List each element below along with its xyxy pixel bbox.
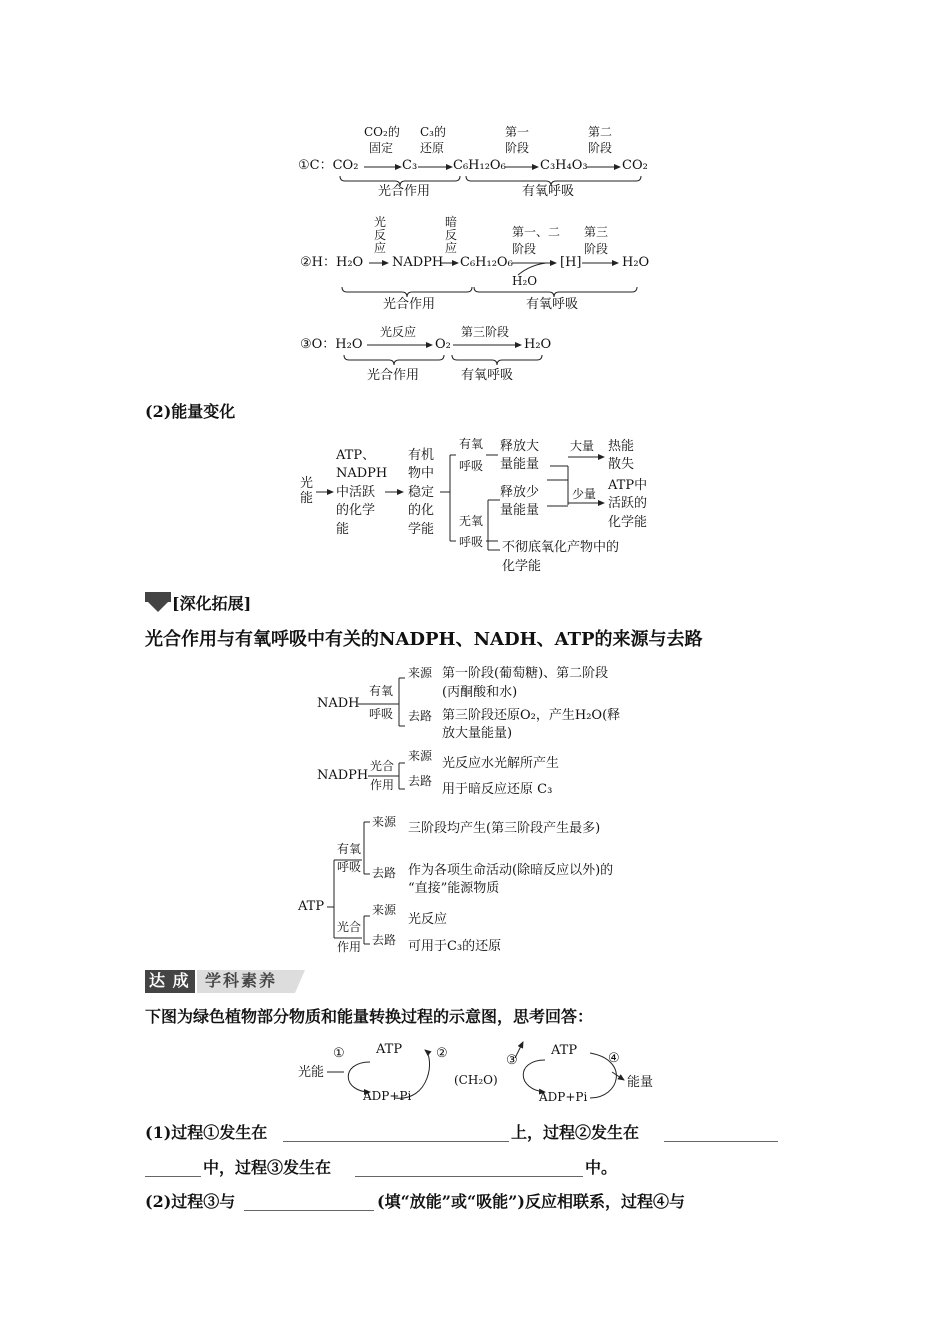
- h-row-label: ②H：H₂O: [300, 255, 364, 270]
- banner-b: 学科素养: [205, 971, 278, 990]
- q1-part-d: 中。: [585, 1158, 618, 1177]
- nadh-dest: 去路: [408, 709, 433, 723]
- o-arrow1: 光反应: [380, 325, 417, 339]
- o-end: H₂O: [524, 337, 552, 352]
- cycle-left-2: [523, 1060, 545, 1092]
- energy-organic-5: 学能: [408, 522, 435, 537]
- c-arrow1-top: CO₂的: [364, 125, 400, 139]
- c-arrow3-top: 第一: [505, 125, 530, 139]
- banner-a: 达 成: [149, 971, 190, 990]
- energy-organic-2: 物中: [408, 466, 435, 481]
- c-glucose: C₆H₁₂O₆: [453, 158, 506, 173]
- energy-small: 少量: [572, 487, 597, 501]
- energy-aerobic-1: 有氧: [459, 437, 484, 451]
- o-brace-resp: 有氧呼吸: [461, 368, 514, 383]
- o-arrow2: 第三阶段: [461, 325, 510, 339]
- brace-resp-3: [452, 355, 542, 365]
- energy-aerobic-2: 呼吸: [459, 459, 484, 473]
- nadph-branch-2: 作用: [370, 778, 395, 792]
- energy-light-2: 能: [300, 491, 314, 506]
- nadph-dest-text: 用于暗反应还原 C₃: [442, 782, 553, 797]
- c-row-label: ①C：CO₂: [298, 158, 359, 173]
- nadph-source: 来源: [408, 749, 433, 763]
- o-o2: O₂: [435, 337, 451, 352]
- energy-atp-active-1: ATP中: [608, 478, 648, 493]
- c-pyruvate: C₃H₄O₃: [540, 158, 588, 173]
- energy-organic-1: 有机: [408, 448, 435, 463]
- nadh-source-text-2: (丙酮酸和水): [442, 685, 518, 700]
- nadh-source: 来源: [408, 666, 433, 680]
- c-arrow2-top: C₃的: [420, 125, 446, 139]
- nadh-bracket: [399, 678, 405, 726]
- atp-photo-dest-text: 可用于C₃的还原: [408, 939, 502, 954]
- h-nadph: NADPH: [392, 255, 444, 270]
- c-arrow1-bottom: 固定: [369, 141, 394, 155]
- nadh-source-text-1: 第一阶段(葡萄糖)、第二阶段: [442, 666, 609, 681]
- cycle-ch2o: (CH₂O): [454, 1073, 498, 1087]
- h-end: H₂O: [622, 255, 650, 270]
- deep-tag: [深化拓展]: [172, 594, 252, 613]
- cycle-n1: ①: [333, 1046, 345, 1061]
- c-arrow3-bottom: 阶段: [505, 141, 530, 155]
- nadph-bracket: [399, 763, 405, 789]
- c-arrow4-top: 第二: [588, 125, 613, 139]
- h-arrow3-bottom: 阶段: [512, 242, 537, 256]
- atp-aer-source-text: 三阶段均产生(第三阶段产生最多): [408, 821, 601, 836]
- cycle-adp2: ADP+Pi: [539, 1090, 588, 1104]
- atp-photo-source: 来源: [372, 903, 397, 917]
- cycle-left-1: [348, 1062, 370, 1092]
- energy-atp-5: 能: [336, 522, 350, 537]
- atp-aer-1: 有氧: [337, 842, 362, 856]
- energy-heading: (2)能量变化: [145, 402, 236, 421]
- h-arrow2-3: 应: [445, 241, 458, 255]
- energy-light-1: 光: [300, 476, 314, 491]
- h-arrow1-1: 光: [374, 215, 387, 229]
- c-brace-photo: 光合作用: [378, 184, 431, 199]
- energy-release-few-2: 量能量: [500, 503, 540, 518]
- atp-aer-dest: 去路: [372, 866, 397, 880]
- h-arrow4-top: 第三: [584, 225, 609, 239]
- h-arrow2-2: 反: [445, 228, 458, 242]
- q2-part-a: (2)过程③与: [145, 1192, 236, 1211]
- brace-resp-2: [474, 287, 637, 297]
- c-arrow2-bottom: 还原: [420, 141, 445, 155]
- atp-aer-source: 来源: [372, 815, 397, 829]
- cycle-n4: ④: [608, 1051, 620, 1066]
- energy-heat-1: 热能: [608, 439, 635, 454]
- nadph-branch-1: 光合: [370, 759, 395, 773]
- h-arrow1-2: 反: [374, 228, 387, 242]
- energy-release-few-1: 释放少: [500, 485, 540, 500]
- anaerobic-bracket: [488, 500, 500, 550]
- q2-part-b: (填“放能”或“吸能”)反应相联系，过程④与: [377, 1192, 685, 1211]
- h-arrow4-bottom: 阶段: [584, 242, 609, 256]
- brace-photo-3: [344, 355, 444, 365]
- c-arrow4-bottom: 阶段: [588, 141, 613, 155]
- q2-blank-1[interactable]: [244, 1210, 374, 1211]
- nadh-name: NADH: [317, 696, 360, 711]
- h-arrow2-1: 暗: [445, 215, 458, 229]
- energy-anaerobic-1: 无氧: [459, 514, 484, 528]
- energy-atp-4: 的化学: [336, 503, 376, 518]
- cycle-n2: ②: [436, 1046, 448, 1061]
- energy-atp-active-3: 化学能: [608, 515, 648, 530]
- h-arrow3-top: 第一、二: [512, 225, 561, 239]
- energy-atp-2: NADPH: [336, 466, 388, 481]
- h-glucose: C₆H₁₂O₆: [460, 255, 513, 270]
- cycle-adp1: ADP+Pi: [363, 1089, 412, 1103]
- c-end: CO₂: [622, 158, 648, 173]
- nadh-dest-text-1: 第三阶段还原O₂，产生H₂O(释: [442, 708, 621, 723]
- energy-organic-3: 稳定: [408, 485, 435, 500]
- atp-photo-dest: 去路: [372, 933, 397, 947]
- energy-release-lot-2: 量能量: [500, 457, 540, 472]
- h-water: H₂O: [512, 274, 538, 288]
- energy-large: 大量: [570, 439, 595, 453]
- question-intro: 下图为绿色植物部分物质和能量转换过程的示意图，思考回答：: [145, 1007, 594, 1026]
- cycle-light: 光能: [298, 1065, 325, 1080]
- q1-blank-2[interactable]: [664, 1141, 778, 1142]
- nadph-dest: 去路: [408, 774, 433, 788]
- energy-organic-4: 的化: [408, 503, 435, 518]
- nadh-branch-2: 呼吸: [369, 707, 394, 721]
- arrow-down-icon: [145, 592, 171, 612]
- energy-atp-1: ATP、: [336, 448, 376, 463]
- atp-photo-2: 作用: [337, 940, 362, 954]
- c-brace-resp: 有氧呼吸: [522, 184, 575, 199]
- nadph-source-text: 光反应水光解所产生: [442, 756, 560, 771]
- cycle-atp1: ATP: [376, 1042, 403, 1057]
- energy-atp-3: 中活跃: [336, 485, 376, 500]
- q1-blank-3[interactable]: [355, 1176, 583, 1177]
- o-row-label: ③O：H₂O: [300, 337, 363, 352]
- energy-anaerobic-2: 呼吸: [459, 535, 484, 549]
- o-brace-photo: 光合作用: [367, 368, 420, 383]
- energy-atp-active-2: 活跃的: [608, 496, 648, 511]
- q1-blank-1[interactable]: [283, 1141, 509, 1142]
- brace-photo-2: [342, 287, 472, 297]
- atp-photo-1: 光合: [337, 920, 362, 934]
- atp-aer-dest-text-2: “直接”能源物质: [408, 881, 500, 896]
- c-c3: C₃: [402, 158, 418, 173]
- atp-aer-2: 呼吸: [337, 860, 362, 874]
- energy-bracket: [440, 455, 456, 541]
- cycle-n3: ③: [506, 1053, 518, 1068]
- energy-heat-2: 散失: [608, 457, 635, 472]
- nadh-dest-text-2: 放大量能量): [442, 726, 513, 741]
- nadph-name: NADPH: [317, 768, 369, 783]
- atp-name: ATP: [298, 899, 325, 914]
- q1-part-a: (1)过程①发生在: [145, 1123, 268, 1142]
- nadh-branch-1: 有氧: [369, 684, 394, 698]
- cycle-atp2: ATP: [551, 1043, 578, 1058]
- h-brace-resp: 有氧呼吸: [526, 297, 579, 312]
- h-brace-photo: 光合作用: [383, 297, 436, 312]
- q1-part-c: 中，过程③发生在: [203, 1158, 332, 1177]
- energy-release-lot-1: 释放大: [500, 439, 540, 454]
- energy-incomplete-1: 不彻底氧化产物中的: [502, 540, 620, 555]
- deep-title: 光合作用与有氧呼吸中有关的NADPH、NADH、ATP的来源与去路: [145, 629, 703, 650]
- atp-photo-source-text: 光反应: [408, 912, 448, 927]
- q1-part-b: 上，过程②发生在: [511, 1123, 640, 1142]
- cycle-energy: 能量: [627, 1075, 654, 1090]
- h-hydrogen: [H]: [560, 255, 582, 270]
- q1-blank-2-cont[interactable]: [145, 1176, 201, 1177]
- atp-aer-dest-text-1: 作为各项生命活动(除暗反应以外)的: [408, 863, 614, 878]
- h-arrow1-3: 应: [374, 241, 387, 255]
- energy-incomplete-2: 化学能: [502, 559, 542, 574]
